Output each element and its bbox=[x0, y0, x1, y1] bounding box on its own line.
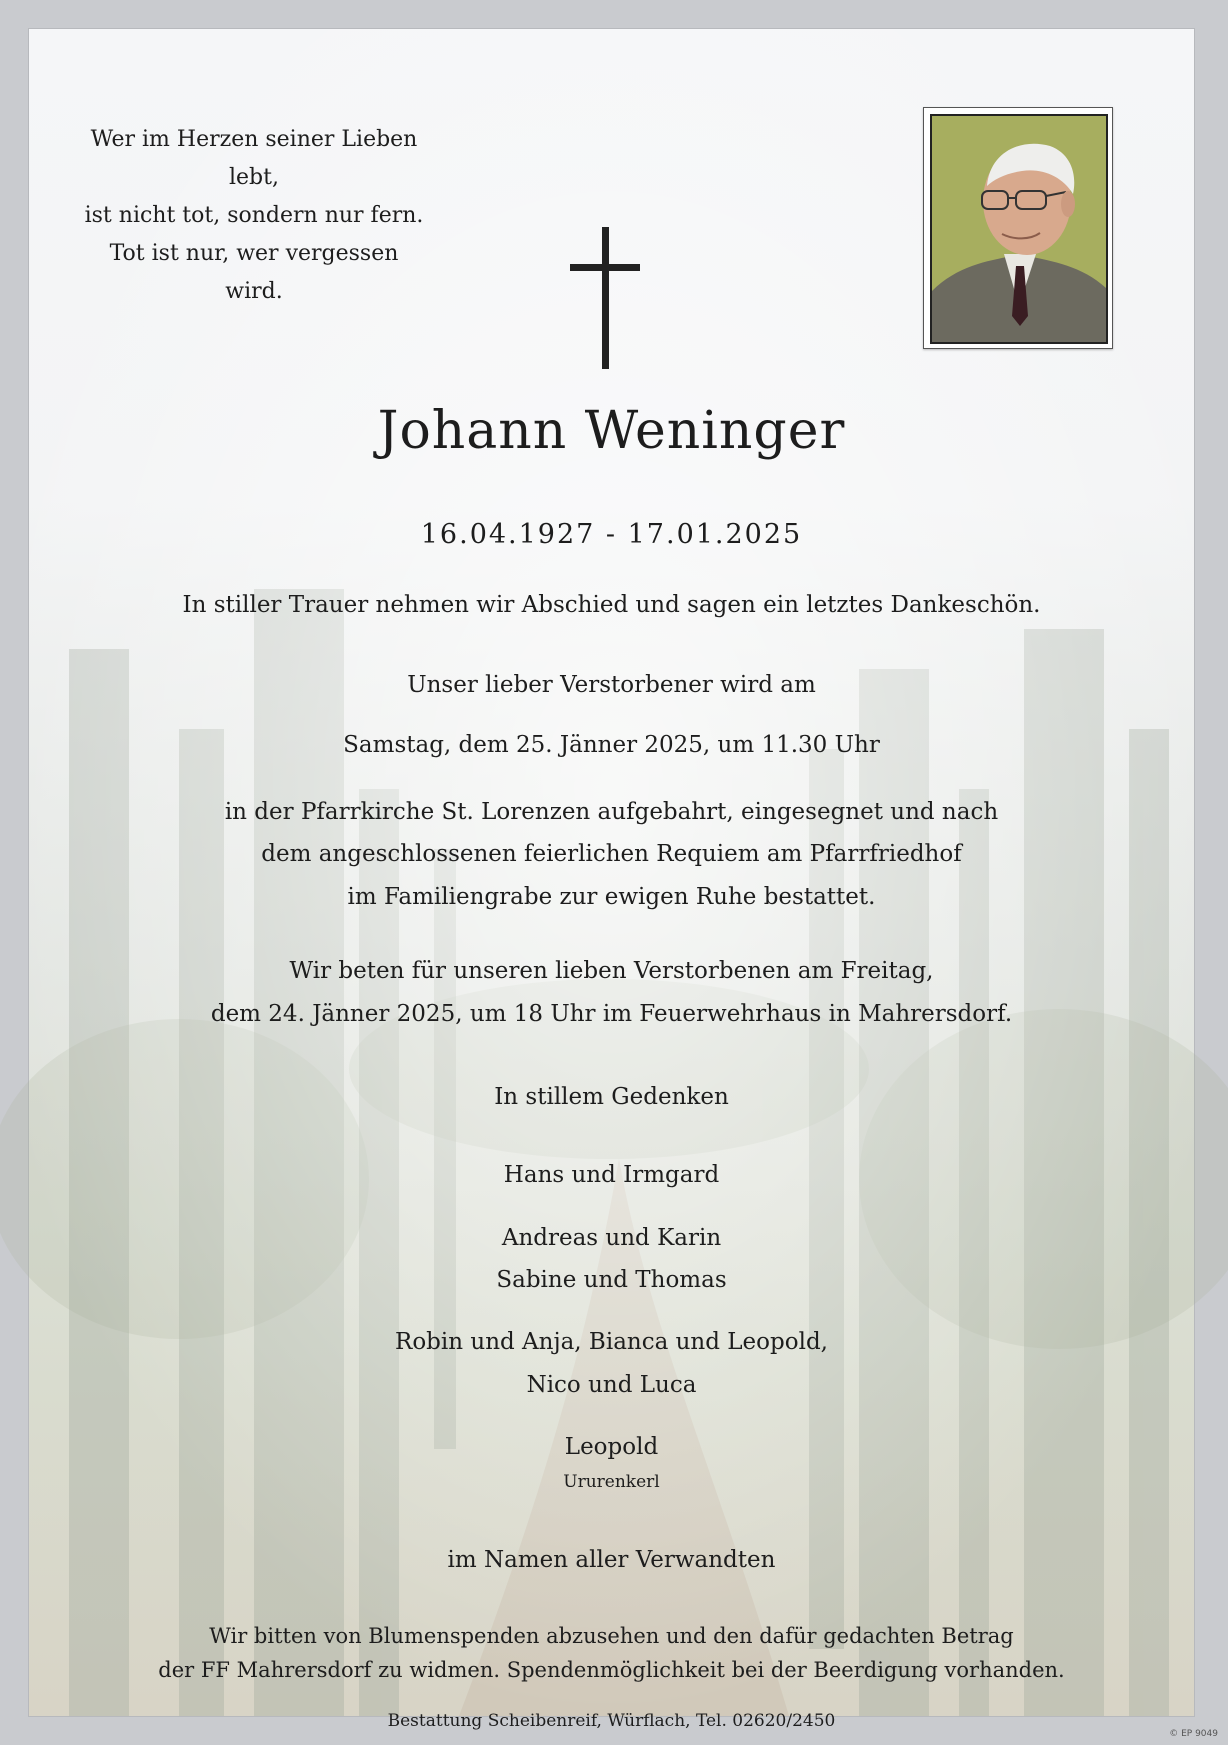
ceremony-date: Samstag, dem 25. Jänner 2025, um 11.30 Uhr bbox=[343, 732, 880, 758]
life-dates: 16.04.1927 - 17.01.2025 bbox=[420, 519, 803, 550]
mourner-line: Andreas und Karin bbox=[501, 1225, 722, 1251]
quote-line: Wer im Herzen seiner Lieben lebt, bbox=[90, 127, 418, 190]
mourner-note: Ururenkerl bbox=[563, 1472, 660, 1492]
ceremony-line: im Familiengrabe zur ewigen Ruhe bestattet. bbox=[347, 884, 876, 910]
mourner-line: Leopold bbox=[564, 1434, 659, 1460]
intro-text: In stiller Trauer nehmen wir Abschied und sagen ein letztes Dankeschön. bbox=[182, 592, 1041, 618]
mourner-line: Hans und Irmgard bbox=[503, 1162, 720, 1188]
ceremony-line: Unser lieber Verstorbener wird am bbox=[407, 672, 816, 698]
mourners-heading: In stillem Gedenken bbox=[494, 1084, 729, 1110]
undertaker-info: Bestattung Scheibenreif, Würflach, Tel. 02620/2450 bbox=[387, 1711, 836, 1731]
portrait-photo bbox=[923, 107, 1113, 349]
prayer-line: dem 24. Jänner 2025, um 18 Uhr im Feuerwehrhaus in Mahrersdorf. bbox=[210, 1001, 1013, 1027]
deceased-name: Johann Weninger bbox=[377, 401, 846, 461]
ceremony-line: in der Pfarrkirche St. Lorenzen aufgebahrt, eingesegnet und nach bbox=[224, 799, 999, 825]
mourner-line: Sabine und Thomas bbox=[496, 1267, 727, 1293]
prayer-line: Wir beten für unseren lieben Verstorbenen am Freitag, bbox=[289, 958, 934, 984]
donation-line: der FF Mahrersdorf zu widmen. Spendenmöglichkeit bei der Beerdigung vorhanden. bbox=[158, 1658, 1065, 1682]
print-code: © EP 9049 bbox=[1169, 1729, 1218, 1739]
portrait-image bbox=[932, 116, 1106, 342]
cross-icon bbox=[570, 227, 640, 369]
quote-line: ist nicht tot, sondern nur fern. bbox=[84, 203, 424, 228]
quote-line: Tot ist nur, wer vergessen wird. bbox=[109, 241, 399, 304]
donation-line: Wir bitten von Blumenspenden abzusehen und den dafür gedachten Betrag bbox=[209, 1624, 1014, 1648]
mourner-line: Nico und Luca bbox=[526, 1372, 697, 1398]
closing-line: im Namen aller Verwandten bbox=[447, 1547, 776, 1573]
ceremony-line: dem angeschlossenen feierlichen Requiem am Pfarrfriedhof bbox=[261, 841, 962, 867]
obituary-card bbox=[28, 28, 1195, 1731]
memorial-quote bbox=[84, 121, 424, 311]
obituary-content bbox=[29, 29, 1194, 1731]
mourner-line: Robin und Anja, Bianca und Leopold, bbox=[395, 1329, 828, 1355]
